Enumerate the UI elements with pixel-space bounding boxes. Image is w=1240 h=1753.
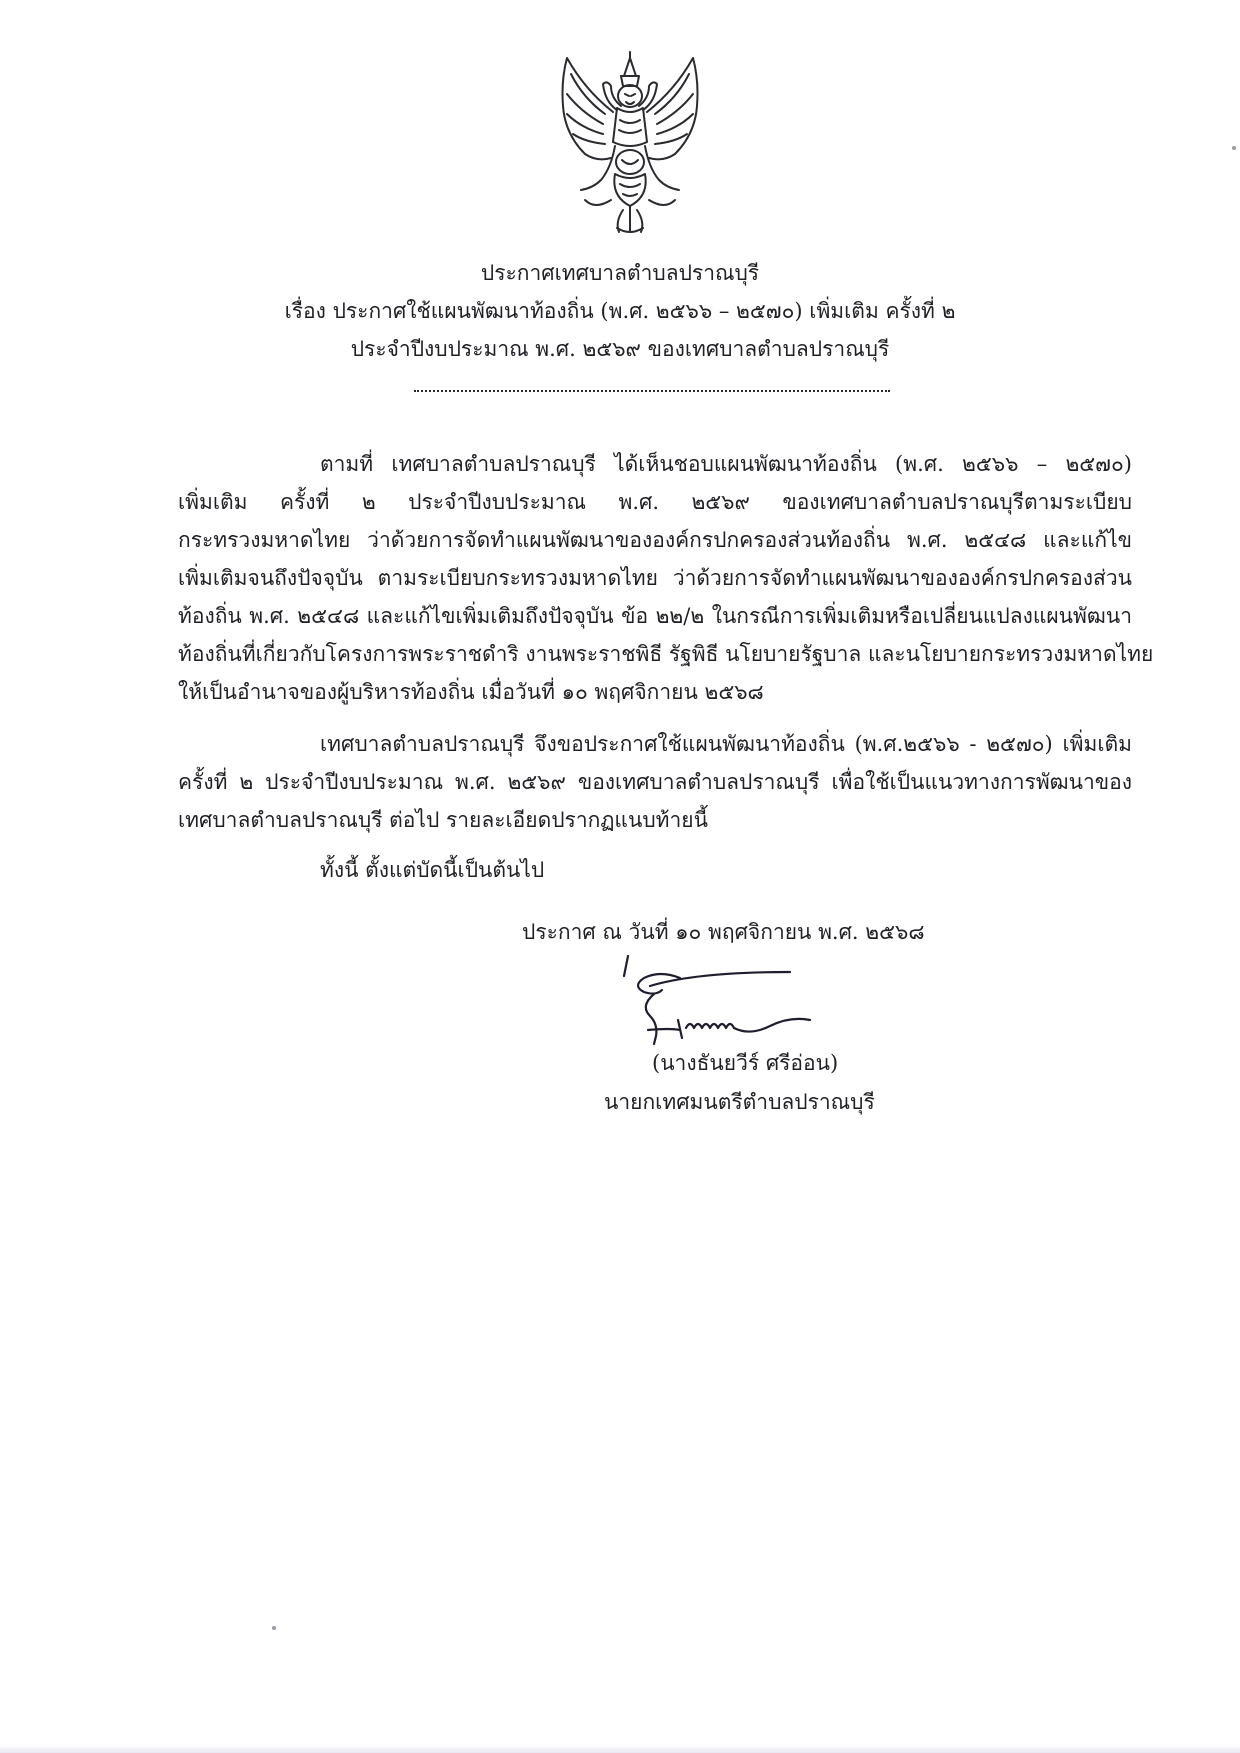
scan-speck [272,1626,276,1630]
scan-speck [1232,146,1236,150]
paragraph-1-line-7: ให้เป็นอำนาจของผู้บริหารท้องถิ่น เมื่อวันที่ ๑๐ พฤศจิกายน ๒๕๖๘ [178,680,764,704]
announcement-date: ประกาศ ณ วันที่ ๑๐ พฤศจิกายน พ.ศ. ๒๕๖๘ [522,920,925,944]
closing-statement: ทั้งนี้ ตั้งแต่บัดนี้เป็นต้นไป [320,858,545,882]
paragraph-1-line-6: ท้องถิ่นที่เกี่ยวกับโครงการพระราชดำริ งานพระราชพิธี รัฐพิธี นโยบายรัฐบาล และนโยบายกระทรวงมหาดไทย [178,642,1154,666]
signer-position: นายกเทศมนตรีตำบลปราณบุรี [604,1090,875,1114]
paragraph-2-line-1: เทศบาลตำบลปราณบุรี จึงขอประกาศใช้แผนพัฒนาท้องถิ่น (พ.ศ.๒๕๖๖ - ๒๕๗๐) เพิ่มเติม [320,732,1132,756]
paragraph-1-line-1: ตามที่ เทศบาลตำบลปราณบุรี ได้เห็นชอบแผนพัฒนาท้องถิ่น (พ.ศ. ๒๕๖๖ – ๒๕๗๐) [320,452,1132,476]
garuda-emblem-icon [545,50,715,240]
paragraph-1-line-5: ท้องถิ่น พ.ศ. ๒๕๔๘ และแก้ไขเพิ่มเติมถึงปัจจุบัน ข้อ ๒๒/๒ ในกรณีการเพิ่มเติมหรือเปลี่ยนแปลงแผนพัฒนา [178,604,1132,628]
paragraph-1-line-4: เพิ่มเติมจนถึงปัจจุบัน ตามระเบียบกระทรวงมหาดไทย ว่าด้วยการจัดทำแผนพัฒนาขององค์กรปกครองส่วน [178,566,1132,590]
announcement-title: ประกาศเทศบาลตำบลปราณบุรี [480,261,760,285]
paragraph-2-line-2: ครั้งที่ ๒ ประจำปีงบประมาณ พ.ศ. ๒๕๖๙ ของเทศบาลตำบลปราณบุรี เพื่อใช้เป็นแนวทางการพัฒนาของ [178,770,1132,794]
scan-bottom-edge [0,1745,1240,1753]
announcement-subject: เรื่อง ประกาศใช้แผนพัฒนาท้องถิ่น (พ.ศ. ๒๕๖๖ – ๒๕๗๐) เพิ่มเติม ครั้งที่ ๒ [284,299,956,323]
paragraph-1-line-2: เพิ่มเติม ครั้งที่ ๒ ประจำปีงบประมาณ พ.ศ. ๒๕๖๙ ของเทศบาลตำบลปราณบุรีตามระเบียบ [178,490,1132,514]
signer-name: (นางธันยวีร์ ศรีอ่อน) [652,1051,839,1075]
handwritten-signature-icon [610,950,850,1050]
announcement-fiscal-year: ประจำปีงบประมาณ พ.ศ. ๒๕๖๙ ของเทศบาลตำบลปราณบุรี [350,337,890,361]
dotted-divider [414,388,890,392]
paragraph-1-line-3: กระทรวงมหาดไทย ว่าด้วยการจัดทำแผนพัฒนาขององค์กรปกครองส่วนท้องถิ่น พ.ศ. ๒๕๔๘ และแก้ไข [178,528,1132,552]
paragraph-2-line-3: เทศบาลตำบลปราณบุรี ต่อไป รายละเอียดปรากฏแนบท้ายนี้ [178,808,708,832]
